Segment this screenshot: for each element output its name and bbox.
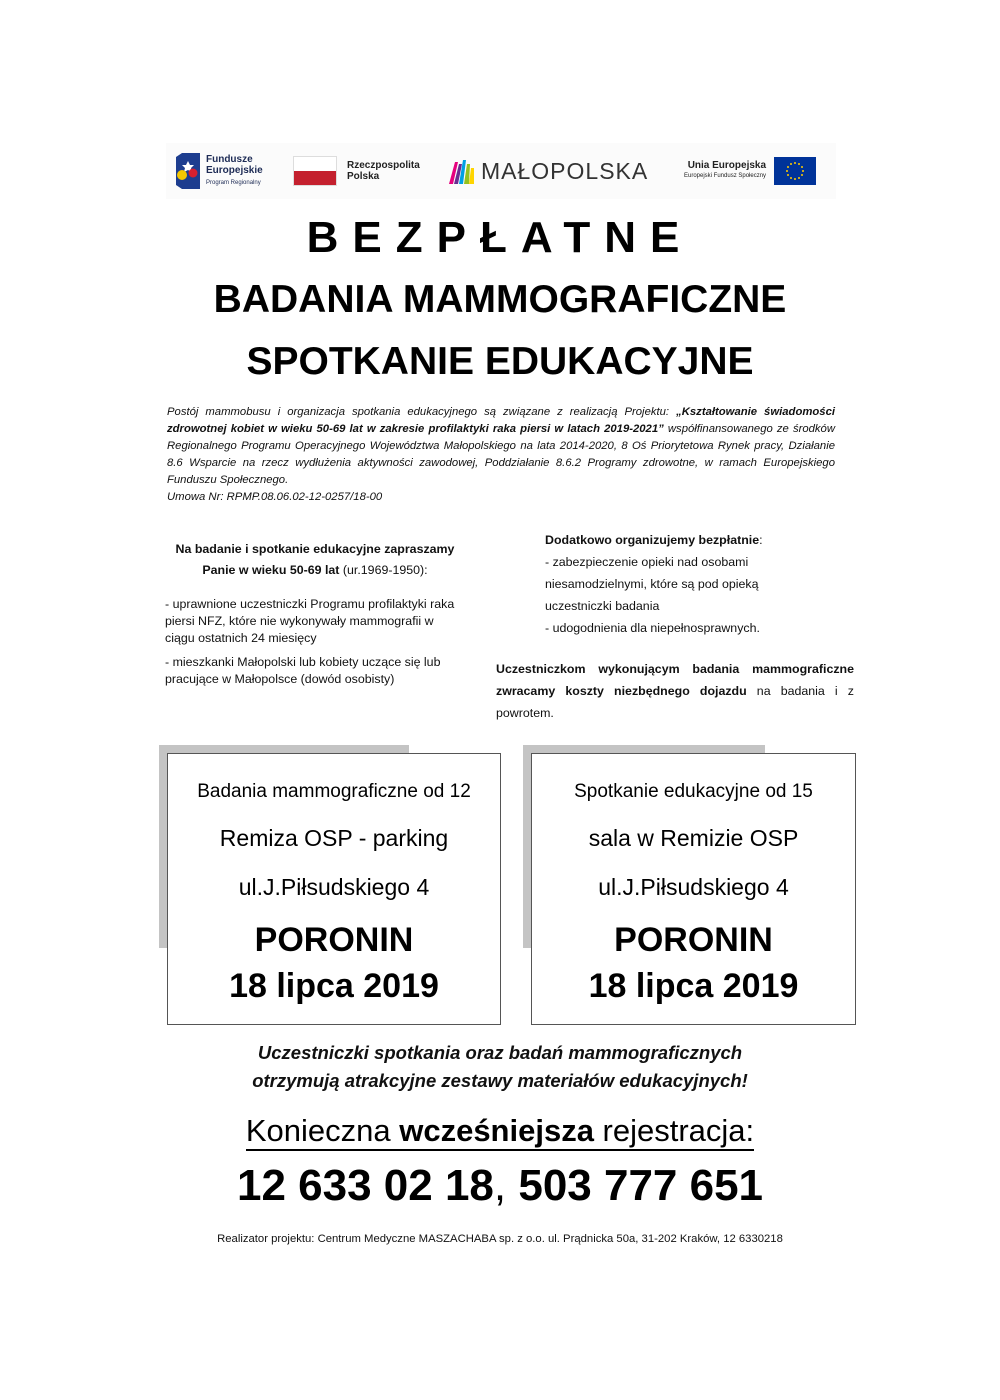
mammography-event-box bbox=[167, 753, 501, 1025]
extras-item: - udogodnienia dla niepełnosprawnych. bbox=[545, 621, 760, 635]
logo-strip bbox=[166, 143, 836, 199]
reimbursement-bold: Uczestniczkom wykonującym badania mammograficzne zwracamy koszty niezbędnego dojazdu bbox=[496, 662, 854, 698]
event-title: Badania mammograficzne od 12 bbox=[197, 781, 471, 802]
event-town: PORONIN bbox=[254, 921, 414, 959]
education-event-box bbox=[531, 753, 856, 1025]
invitation-age: Panie w wieku 50-69 lat bbox=[202, 563, 340, 577]
event-address: ul.J.Piłsudskiego 4 bbox=[598, 874, 789, 900]
fundusze-europejskie-logo bbox=[176, 143, 263, 199]
eu-flag-icon bbox=[774, 157, 816, 185]
phone-number-2[interactable]: 503 777 651 bbox=[518, 1161, 764, 1210]
registration-post: rejestracja: bbox=[593, 1113, 755, 1148]
invitation-birth-years: (ur.1969-1950): bbox=[339, 563, 428, 577]
ue-line1: Unia Europejska bbox=[687, 160, 767, 171]
fundusze-line3: Program Regionalny bbox=[206, 179, 261, 186]
event-title: Spotkanie edukacyjne od 15 bbox=[574, 781, 813, 802]
unia-europejska-logo bbox=[684, 143, 816, 199]
prize-notice bbox=[0, 1039, 1000, 1095]
phone-numbers bbox=[0, 1156, 1000, 1216]
event-address: ul.J.Piłsudskiego 4 bbox=[238, 874, 430, 900]
project-info-paragraph bbox=[167, 404, 835, 506]
ue-line2: Europejski Fundusz Społeczny bbox=[684, 173, 767, 179]
fundusze-line2: Europejskie bbox=[206, 164, 263, 176]
intro-rest: współfinansowanego ze środków Regionalnego Programu Operacyjnego Województwa Małopolskiego na lata 2014-2020, 8 Oś Priorytetowa Rynek pracy, Działanie 8.6 Wsparcie na rzecz wydłużenia aktywności zawodowej, Poddziałanie 8.6.2 Programy zdrowotne, w ramach Europejskiego Funduszu Społecznego. bbox=[167, 423, 836, 486]
phone-separator: , bbox=[493, 1161, 519, 1210]
extras-item: - zabezpieczenie opieki nad osobami niesamodzielnymi, które są pod opieką uczestniczki badania bbox=[545, 555, 759, 613]
invitation-section bbox=[165, 541, 465, 688]
extras-title: Dodatkowo organizujemy bezpłatnie bbox=[545, 533, 760, 547]
project-implementer-footer: Realizator projektu: Centrum Medyczne MASZACHABA sp. z o.o. ul. Prądnicka 50a, 31-202 Kraków, 12 6330218 bbox=[217, 1233, 783, 1245]
extras-title-colon: : bbox=[759, 533, 763, 547]
heading-free: BEZPŁATNE bbox=[306, 213, 694, 262]
registration-heading bbox=[0, 1110, 1000, 1152]
rzeczpospolita-polska-logo bbox=[293, 143, 420, 199]
malopolska-m-icon bbox=[449, 158, 475, 184]
criteria-item: - uprawnione uczestniczki Programu profilaktyki raka piersi NFZ, które nie wykonywały mammografii w ciągu ostatnich 24 miesięcy bbox=[165, 597, 455, 645]
invitation-line1: Na badanie i spotkanie edukacyjne zapraszamy bbox=[175, 542, 455, 556]
rp-line1: Rzeczpospolita bbox=[347, 160, 420, 171]
project-title: „Kształtowanie świadomości zdrowotnej kobiet w wieku 50-69 lat w zakresie profilaktyki raka piersi w latach 2019-2021” bbox=[167, 406, 835, 435]
registration-bold: wcześniejsza bbox=[399, 1113, 594, 1148]
intro-lead: Postój mammobusu i organizacja spotkania edukacyjnego są związane z realizacją Projektu: bbox=[167, 406, 677, 418]
event-date: 18 lipca 2019 bbox=[588, 967, 799, 1005]
criteria-item: - mieszkanki Małopolski lub kobiety uczące się lub pracujące w Małopolsce (dowód osobisty) bbox=[165, 655, 441, 686]
registration-pre: Konieczna bbox=[245, 1113, 400, 1148]
fundusze-europejskie-icon bbox=[176, 153, 200, 189]
event-place: sala w Remizie OSP bbox=[588, 825, 799, 851]
rp-line2: Polska bbox=[347, 171, 380, 182]
event-place: Remiza OSP - parking bbox=[219, 825, 449, 851]
malopolska-logo bbox=[449, 143, 648, 199]
prize-line1: Uczestniczki spotkania oraz badań mammograficznych bbox=[257, 1042, 743, 1063]
travel-reimbursement bbox=[496, 658, 854, 724]
event-date: 18 lipca 2019 bbox=[229, 967, 439, 1005]
phone-number-1[interactable]: 12 633 02 18 bbox=[236, 1161, 494, 1210]
polish-flag-icon bbox=[293, 156, 337, 186]
prize-line2: otrzymują atrakcyjne zestawy materiałów edukacyjnych! bbox=[252, 1070, 748, 1091]
fundusze-line1: Fundusze bbox=[206, 153, 253, 165]
heading-education-meeting: SPOTKANIE EDUKACYJNE bbox=[246, 340, 754, 383]
reimbursement-rest: na badania i z powrotem. bbox=[496, 684, 854, 720]
event-town: PORONIN bbox=[614, 921, 773, 959]
contract-number: Umowa Nr: RPMP.08.06.02-12-0257/18-00 bbox=[167, 491, 383, 503]
extras-section bbox=[545, 529, 845, 639]
malopolska-text: MAŁOPOLSKA bbox=[481, 157, 649, 184]
heading-mammography: BADANIA MAMMOGRAFICZNE bbox=[213, 278, 787, 321]
